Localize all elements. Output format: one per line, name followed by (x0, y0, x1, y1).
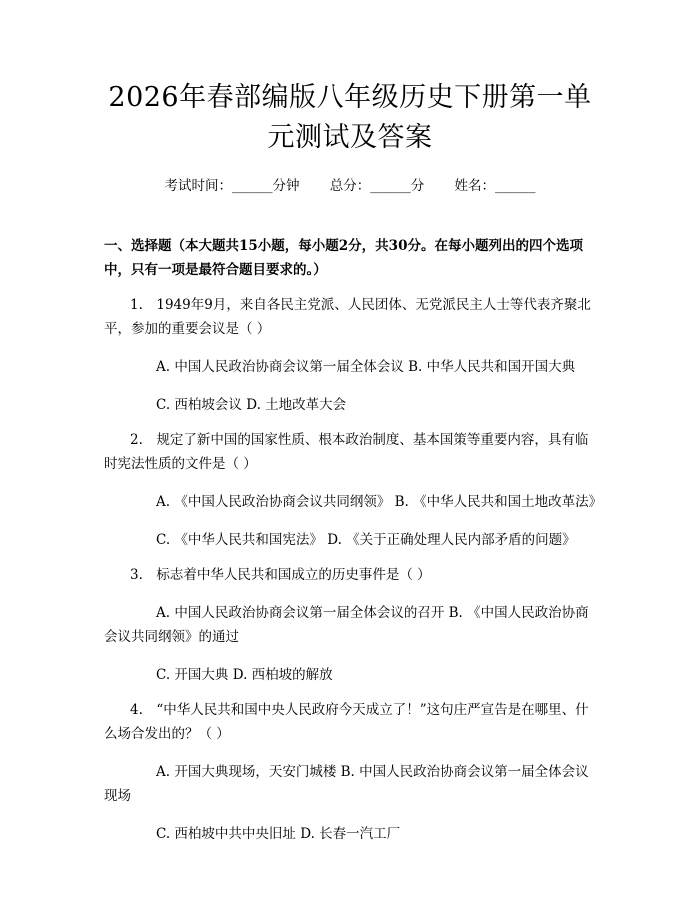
exam-meta (104, 174, 596, 194)
exam-score: 总分：______分 (329, 178, 425, 194)
question-2: 2. 规定了新中国的国家性质、根本政治制度、基本国策等重要内容，具有临时宪法性质的文件是（ ） (104, 432, 589, 472)
question-3-options-ab: A. 中国人民政治协商会议第一届全体会议的召开 B. 《中国人民政治协商会议共同纲领》的通过 (104, 605, 589, 645)
document-title: 2026年春部编版八年级历史下册第一单元测试及答案 (108, 82, 592, 153)
question-4: 4. “中华人民共和国中央人民政府今天成立了！”这句庄严宣告是在哪里、什么场合发出的？（ ） (104, 702, 589, 742)
question-1: 1. 1949年9月，来自各民主党派、人民团体、无党派民主人士等代表齐聚北平，参加的重要会议是（ ） (104, 297, 591, 337)
question-3-options-cd: C. 开国大典 D. 西柏坡的解放 (156, 667, 333, 683)
question-1-options-cd: C. 西柏坡会议 D. 土地改革大会 (156, 397, 347, 413)
question-block (104, 293, 603, 846)
exam-time: 考试时间：______分钟 (164, 178, 300, 194)
question-2-options-ab: A. 《中国人民政治协商会议共同纲领》 B. 《中华人民共和国土地改革法》 (156, 494, 603, 510)
question-1-options-ab: A. 中国人民政治协商会议第一届全体会议 B. 中华人民共和国开国大典 (156, 359, 576, 375)
exam-name: 姓名：______ (454, 178, 536, 194)
question-4-options-cd: C. 西柏坡中共中央旧址 D. 长春一汽工厂 (156, 826, 401, 842)
section-heading-choice: 一、选择题（本大题共15小题，每小题2分，共30分。在每小题列出的四个选项中，只有一项是最符合题目要求的。） (104, 238, 583, 278)
question-2-options-cd: C. 《中华人民共和国宪法》 D. 《关于正确处理人民内部矛盾的问题》 (156, 532, 576, 548)
question-3: 3. 标志着中华人民共和国成立的历史事件是（ ） (130, 567, 431, 583)
question-4-options-ab: A. 开国大典现场，天安门城楼 B. 中国人民政治协商会议第一届全体会议现场 (104, 764, 589, 804)
